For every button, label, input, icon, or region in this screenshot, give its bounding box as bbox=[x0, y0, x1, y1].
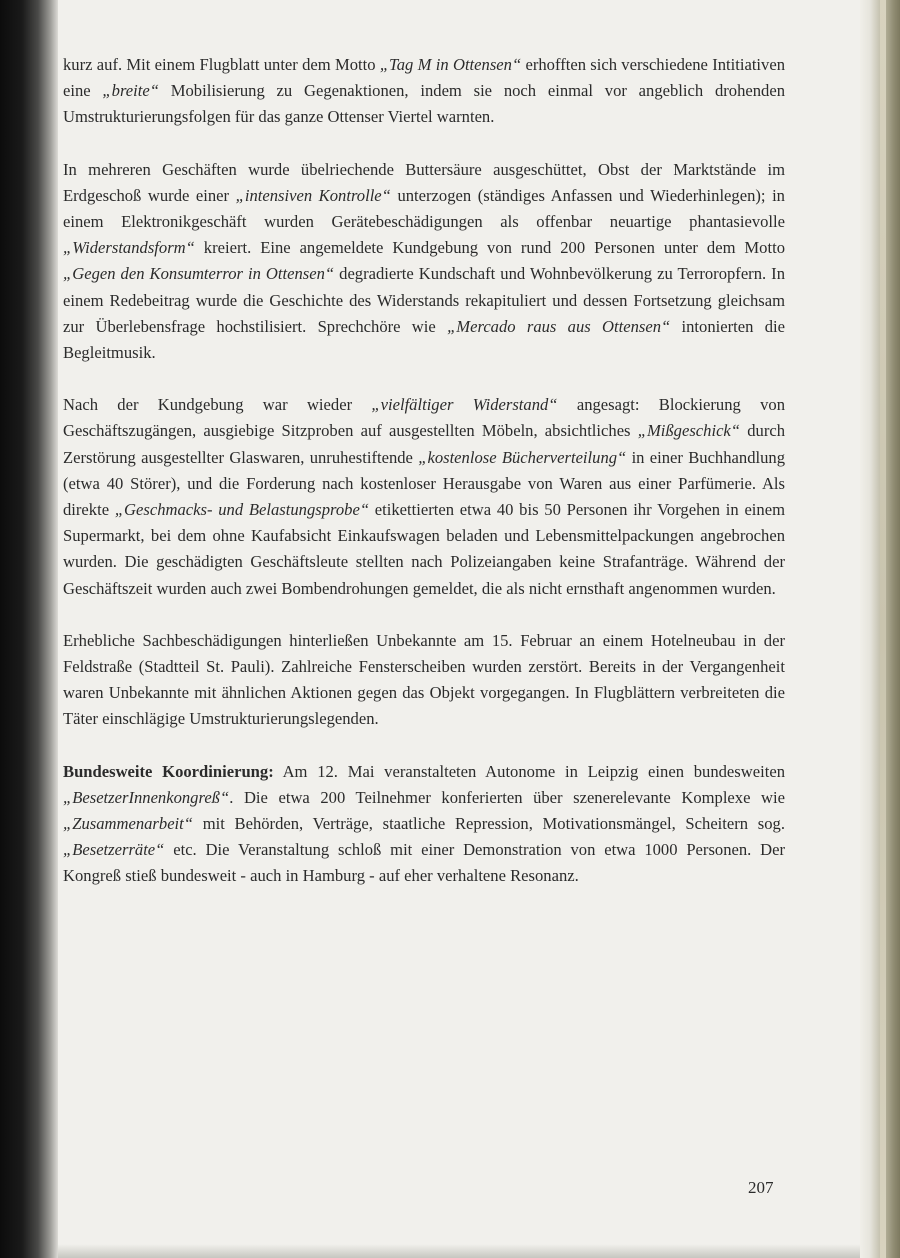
italic-phrase: „breite“ bbox=[102, 81, 159, 101]
text-run: In mehreren Geschäften wurde übelriechende Buttersäure ausgeschüttet, Obst der Marktstände im Erdgeschoß wurde einer bbox=[63, 159, 785, 205]
text-run: angesagt: Blockierung von Geschäftszugängen, ausgiebige Sitzproben auf ausgestellten Möbeln, absichtliches bbox=[63, 395, 785, 441]
italic-phrase: „Geschmacks- und Belastungsprobe“ bbox=[114, 500, 370, 520]
page-body bbox=[63, 52, 785, 916]
text-run: intonierten die Begleitmusik. bbox=[63, 316, 785, 363]
paragraph-4 bbox=[63, 628, 785, 733]
italic-phrase: „Gegen den Konsumterror in Ottensen“ bbox=[63, 264, 335, 284]
text-run: kreiert. Eine angemeldete Kundgebung von rund 200 Personen unter dem Motto bbox=[194, 238, 785, 258]
italic-phrase: „Besetzerräte“ bbox=[63, 840, 165, 860]
page-number: 207 bbox=[748, 1178, 774, 1197]
text-run: Mobilisierung zu Gegenaktionen, indem sie noch einmal vor angeblich drohenden Umstrukturierungsfolgen für das ganze Ottenser Viertel warnten. bbox=[63, 81, 785, 127]
text-run: Am 12. Mai veranstalteten Autonome in Leipzig einen bundesweiten bbox=[273, 761, 785, 781]
page-edge-right bbox=[860, 0, 900, 1258]
paragraph-2 bbox=[63, 157, 785, 367]
book-spine-shadow bbox=[0, 0, 58, 1258]
text-run: erhofften sich verschiedene Intitiativen eine bbox=[63, 55, 786, 101]
paragraph-1 bbox=[63, 52, 785, 131]
page-edge-shadow bbox=[880, 0, 886, 1258]
text-run: mit Behörden, Verträge, staatliche Repression, Motivationsmängel, Scheitern sog. bbox=[193, 814, 785, 834]
italic-phrase: „Mercado raus aus Ottensen“ bbox=[447, 316, 671, 336]
text-run: durch Zerstörung ausgestellter Glaswaren, unruhestiftende bbox=[63, 421, 786, 467]
text-run: degradierte Kundschaft und Wohnbevölkerung zu Terroropfern. In einem Redebeitrag wurde die Geschichte des Widerstands rekapituliert und dessen Fortsetzung gleichsam zur Überlebensfrage hochstilisiert. Sprechchöre wie bbox=[63, 264, 785, 336]
section-heading: Bundesweite Koordinierung: bbox=[63, 761, 274, 781]
page-bottom-shadow bbox=[58, 1244, 860, 1258]
italic-phrase: „Tag M in Ottensen“ bbox=[379, 55, 522, 74]
text-run: unterzogen (ständiges Anfassen und Wiederhinlegen); in einem Elektronikgeschäft wurden Gerätebeschädigungen als offenbar neuartige phantasievolle bbox=[63, 185, 785, 232]
text-run: Nach der Kundgebung war wieder bbox=[63, 395, 372, 415]
italic-phrase: „BesetzerInnenkongreß“ bbox=[63, 787, 230, 807]
paragraph-5 bbox=[63, 759, 785, 890]
text-run: etc. Die Veranstaltung schloß mit einer Demonstration von etwa 1000 Personen. Der Kongreß stieß bundesweit - auch in Hamburg - auf eher verhaltene Resonanz. bbox=[63, 840, 785, 886]
paragraph-3 bbox=[63, 392, 785, 602]
text-run: kurz auf. Mit einem Flugblatt unter dem Motto bbox=[63, 55, 380, 74]
italic-phrase: „kostenlose Bücherverteilung“ bbox=[418, 447, 627, 467]
text-run: etikettierten etwa 40 bis 50 Personen ihr Vorgehen in einem Supermarkt, bei dem ohne Kaufabsicht Einkaufswagen beladen und Lebensmittelpackungen angebrochen wurden. Die geschädigten Geschäftsleute stellten nach Polizeiangaben keine Strafanträge. Während der Geschäftszeit wurden auch zwei Bombendrohungen gemeldet, die als nicht ernsthaft angenommen wurden. bbox=[63, 500, 785, 598]
italic-phrase: „intensiven Kontrolle“ bbox=[235, 185, 391, 205]
text-run: . Die etwa 200 Teilnehmer konferierten über szenerelevante Komplexe wie bbox=[229, 787, 785, 807]
italic-phrase: „Widerstandsform“ bbox=[63, 238, 195, 258]
text-run: in einer Buchhandlung (etwa 40 Störer), und die Forderung nach kostenloser Herausgabe von Waren aus einer Parfümerie. Als direkte bbox=[63, 447, 785, 520]
italic-phrase: „Mißgeschick“ bbox=[637, 421, 741, 441]
text-run: Erhebliche Sachbeschädigungen hinterließen Unbekannte am 15. Februar an einem Hotelneubau in der Feldstraße (Stadtteil St. Pauli). Zahlreiche Fensterscheiben wurden zerstört. Bereits in der Vergangenheit waren Unbekannte mit ähnlichen Aktionen gegen das Objekt vorgegangen. In Flugblättern verbreiteten die Täter einschlägige Umstrukturierungslegenden. bbox=[63, 630, 785, 729]
italic-phrase: „Zusammenarbeit“ bbox=[63, 814, 194, 834]
italic-phrase: „vielfältiger Widerstand“ bbox=[371, 395, 558, 415]
